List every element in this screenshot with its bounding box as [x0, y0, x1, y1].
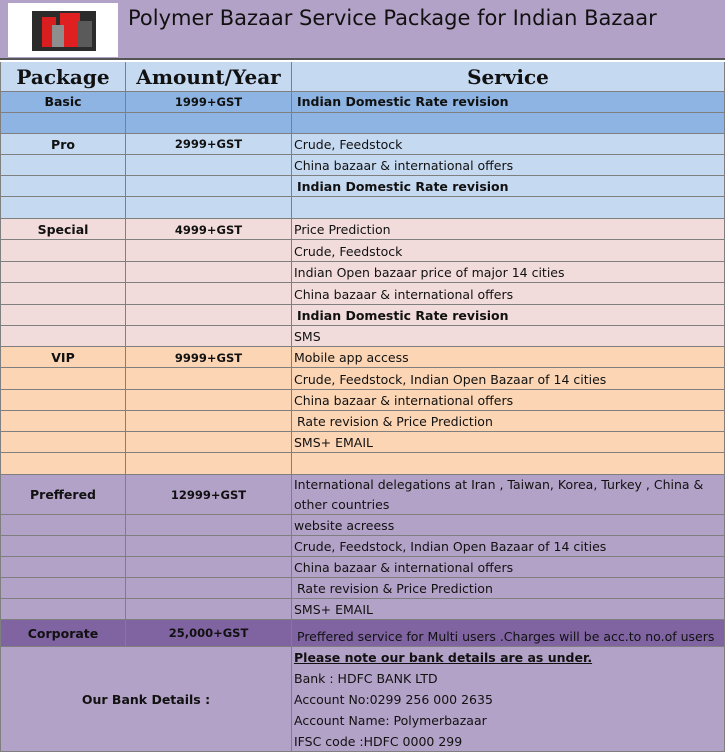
column-header-package: Package — [0, 62, 126, 92]
table-row — [0, 347, 725, 368]
bank-details-row — [0, 647, 725, 752]
service-item: SMS+ EMAIL — [292, 432, 725, 453]
table-row — [0, 176, 725, 197]
bank-line: Account No:0299 256 000 2635 — [294, 692, 493, 707]
bank-line: Bank : HDFC BANK LTD — [294, 671, 438, 686]
package-amount-preffered: 12999+GST — [126, 475, 292, 515]
bank-line: IFSC code :HDFC 0000 299 — [294, 734, 463, 749]
page-title: Polymer Bazaar Service Package for Indian Bazaar — [128, 6, 657, 30]
table-row — [0, 475, 725, 515]
table-row — [0, 283, 725, 305]
table-row — [0, 326, 725, 347]
service-item: International delegations at Iran , Taiwan, Korea, Turkey , China & other countries — [292, 475, 725, 515]
table-row — [0, 155, 725, 176]
service-item: Crude, Feedstock, Indian Open Bazaar of 14 cities — [292, 368, 725, 390]
table-row — [0, 368, 725, 390]
table-row — [0, 390, 725, 411]
table-row — [0, 557, 725, 578]
package-name-special: Special — [0, 219, 126, 240]
service-item: SMS — [292, 326, 725, 347]
package-amount-corporate: 25,000+GST — [126, 620, 292, 647]
table-row — [0, 305, 725, 326]
service-item: China bazaar & international offers — [292, 155, 725, 176]
service-item: Price Prediction — [292, 219, 725, 240]
package-name-basic: Basic — [0, 92, 126, 113]
table-row — [0, 240, 725, 262]
bank-details — [292, 647, 725, 752]
service-item: Rate revision & Price Prediction — [292, 411, 725, 432]
bank-line: Account Name: Polymerbazaar — [294, 713, 487, 728]
service-item: Crude, Feedstock — [292, 240, 725, 262]
table-row — [0, 453, 725, 475]
column-header-amount: Amount/Year — [126, 62, 292, 92]
table-row — [0, 134, 725, 155]
table-row — [0, 113, 725, 134]
package-amount-pro: 2999+GST — [126, 134, 292, 155]
service-item: China bazaar & international offers — [292, 283, 725, 305]
service-item: SMS+ EMAIL — [292, 599, 725, 620]
table-row — [0, 432, 725, 453]
service-item: Indian Domestic Rate revision — [292, 176, 725, 197]
table-row — [0, 262, 725, 283]
bank-note: Please note our bank details are as under. — [294, 650, 593, 665]
table-row — [0, 92, 725, 113]
service-item: China bazaar & international offers — [292, 390, 725, 411]
table-row — [0, 620, 725, 647]
service-item: China bazaar & international offers — [292, 557, 725, 578]
table-row — [0, 411, 725, 432]
service-item: website acreess — [292, 515, 725, 536]
service-item: Rate revision & Price Prediction — [292, 578, 725, 599]
package-name-preffered: Preffered — [0, 475, 126, 515]
package-amount-basic: 1999+GST — [126, 92, 292, 113]
column-header-row — [0, 62, 725, 92]
package-name-vip: VIP — [0, 347, 126, 368]
package-amount-special: 4999+GST — [126, 219, 292, 240]
service-item: Crude, Feedstock — [292, 134, 725, 155]
package-amount-vip: 9999+GST — [126, 347, 292, 368]
column-header-service: Service — [292, 62, 725, 92]
table-row — [0, 578, 725, 599]
package-name-corporate: Corporate — [0, 620, 126, 647]
service-item: Indian Open bazaar price of major 14 cities — [292, 262, 725, 283]
service-item: Crude, Feedstock, Indian Open Bazaar of 14 cities — [292, 536, 725, 557]
polymer-bazaar-logo — [8, 3, 118, 57]
service-item: Mobile app access — [292, 347, 725, 368]
bank-details-label: Our Bank Details : — [81, 692, 211, 707]
service-item: Indian Domestic Rate revision — [292, 92, 725, 113]
table-row — [0, 219, 725, 240]
table-row — [0, 515, 725, 536]
table-row — [0, 197, 725, 219]
table-row — [0, 536, 725, 557]
page-header — [0, 0, 725, 60]
table-row — [0, 599, 725, 620]
service-item: Indian Domestic Rate revision — [292, 305, 725, 326]
service-item: Preffered service for Multi users .Charges will be acc.to no.of users — [292, 620, 725, 647]
package-name-pro: Pro — [0, 134, 126, 155]
